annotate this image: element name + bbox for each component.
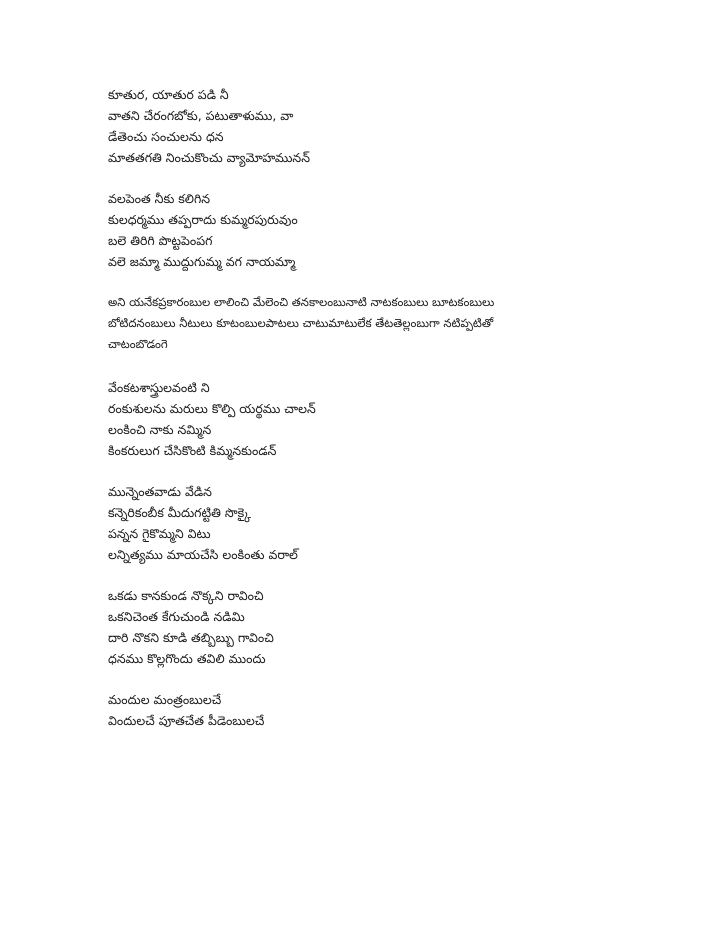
verse-line: కూతుర, యాతుర పడి నీ bbox=[108, 87, 229, 102]
verse-line: బలె తిరిగి పొట్టపెంపగ bbox=[108, 233, 213, 248]
verse-line: లన్నిత్యము మాయచేసి లంకింతు వరాల్ bbox=[108, 547, 298, 562]
verse-line: వలపెంత నీకు కలిగిన bbox=[108, 191, 211, 206]
verse-line: కులధర్మము తప్పరాదు కుమ్మరపురువుం bbox=[108, 212, 298, 227]
document-page bbox=[108, 84, 698, 751]
verse-line: విందులచే పూతచేత పీడెంబులచే bbox=[108, 713, 265, 728]
stanza-1 bbox=[108, 84, 698, 168]
stanza-3 bbox=[108, 377, 698, 461]
verse-line: దారి నొకని కూడి తబ్బిబ్బు గావించి bbox=[108, 630, 274, 645]
verse-line: వాతని చేరంగబోకు, పటుతాళుము, వా bbox=[108, 108, 294, 123]
verse-line: మాతతగతి నించుకొంచు వ్యామోహమునన్ bbox=[108, 150, 310, 165]
prose-paragraph bbox=[108, 292, 698, 355]
verse-line: కింకరులుగ చేసికొంటి కిమ్మనకుండన్ bbox=[108, 443, 277, 458]
stanza-4 bbox=[108, 481, 698, 565]
verse-line: లంకించి నాకు నమ్మిన bbox=[108, 422, 212, 437]
stanza-6 bbox=[108, 689, 698, 731]
verse-line: డేతెంచు సంచులను ధన bbox=[108, 129, 224, 144]
verse-line: ఒకనిచెంత కేగుచుండి నడిమి bbox=[108, 609, 245, 624]
verse-line: ధనము కొల్లగొందు తవిలి ముందు bbox=[108, 651, 266, 666]
stanza-2 bbox=[108, 188, 698, 272]
verse-line: మున్నెంతవాడు వేడిన bbox=[108, 484, 212, 499]
prose-line: అని యనేకప్రకారంబుల లాలించి మేలెంచి తనకాలంబునాటి నాటకంబులు బూటకంబులు bbox=[108, 295, 495, 309]
verse-line: ఒకడు కానకుండ నొక్కని రావించి bbox=[108, 588, 264, 603]
prose-line: చాటంబొడంగె bbox=[108, 337, 168, 351]
prose-line: బోటిదనంబులు నీటులు కూటంబులపాటలు చాటుమాటులేక తేటతెల్లంబుగా నటిప్పటితో bbox=[108, 316, 494, 330]
verse-line: రంకుశులను మరులు కొల్పి యర్థము చాలన్ bbox=[108, 401, 316, 416]
verse-line: కన్నెరికంబీక మీదుగట్టితి సొక్కై bbox=[108, 505, 251, 520]
verse-line: వలె జమ్మా ముద్దుగుమ్మ వగ నాయమ్మా bbox=[108, 254, 296, 269]
verse-line: పన్నన గైకొమ్మని విటు bbox=[108, 526, 211, 541]
verse-line: వేంకటశాస్త్రులవంటి ని bbox=[108, 380, 210, 395]
verse-line: మందుల మంత్రంబులచే bbox=[108, 692, 222, 707]
stanza-5 bbox=[108, 585, 698, 669]
